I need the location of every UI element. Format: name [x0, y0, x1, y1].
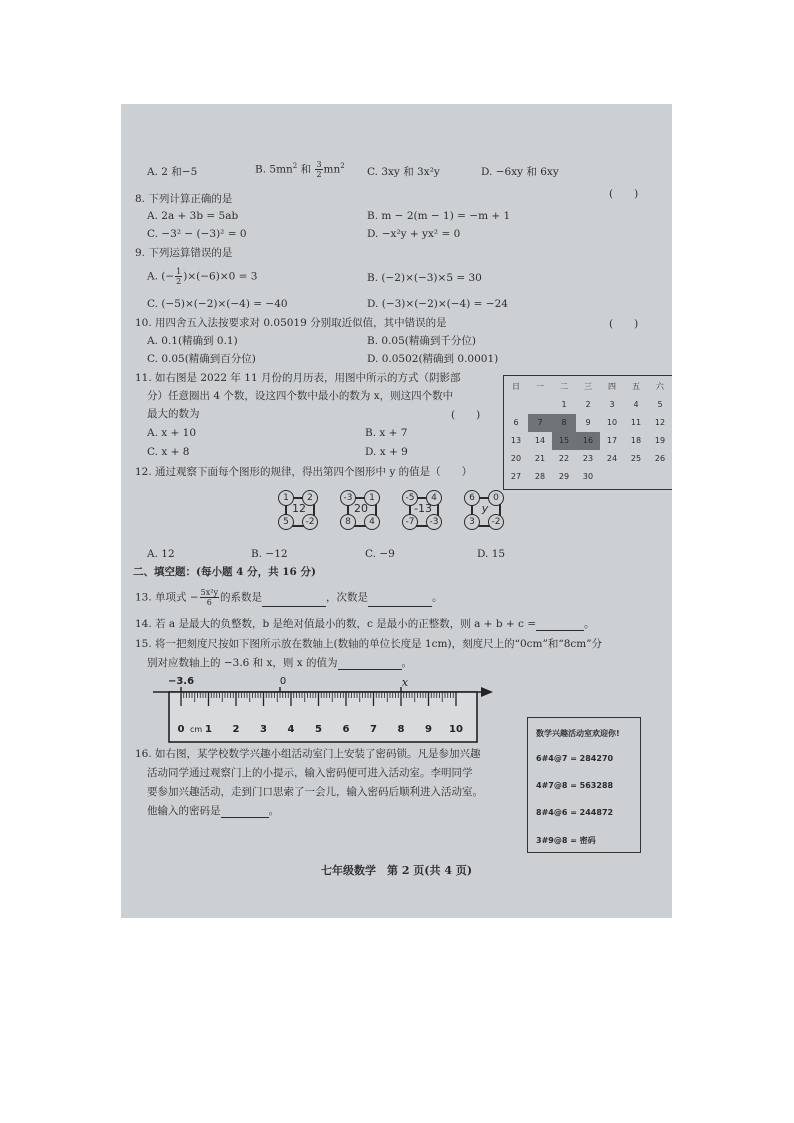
calendar-day-cell: 10: [606, 418, 618, 427]
calendar-day-cell: 26: [654, 454, 666, 463]
pattern-figure-1: [275, 487, 319, 531]
calendar-day-cell: [624, 468, 648, 486]
number-line-arrow: [481, 687, 493, 697]
q10-option-c: C. 0.05(精确到百分位): [147, 353, 256, 365]
section-fill-in-title: 二、填空题：(每小题 4 分，共 16 分): [133, 566, 316, 578]
q11-option-b: B. x + 7: [365, 427, 408, 439]
calendar-day-cell: 12: [654, 418, 666, 427]
pattern-corner-circle-br: -2: [488, 514, 504, 530]
pattern-center-value: -13: [414, 502, 432, 515]
calendar-weekday-header: 三: [584, 382, 592, 391]
q11-option-a: A. x + 10: [147, 427, 197, 439]
q15-line2: 别对应数轴上的 −3.6 和 x，则 x 的值为 。: [147, 657, 413, 669]
q16-line1: 16. 如右图，某学校数学兴趣小组活动室门上安装了密码锁。凡是参加兴趣: [135, 748, 481, 760]
number-line-label-x: x: [401, 676, 409, 689]
q12-option-a: A. 12: [147, 548, 175, 560]
pattern-corner-circle-tl: 1: [278, 490, 294, 506]
calendar-day-cell: 2: [585, 400, 591, 409]
q8-option-d: D. −x²y + yx² = 0: [367, 228, 461, 240]
q9-option-a: A. (− $\frac{1}{2}$ )×(−6)×0 = 3: [147, 267, 258, 286]
q13-blank-coefficient[interactable]: [262, 596, 326, 607]
q16-line2: 活动同学通过观察门上的小提示，输入密码便可进入活动室。李明同学: [147, 767, 473, 779]
calendar-day-cell: 29: [558, 472, 570, 481]
q11-line3: 最大的数为: [147, 408, 200, 420]
calendar-day-cell: 30: [582, 472, 594, 481]
calendar-november-2022: [503, 375, 672, 490]
calendar-day-cell: 13: [510, 436, 522, 445]
q7-option-b: B. $5mn^2$ 和 $\frac{3}{2}$ $mn^2$: [255, 160, 345, 179]
q12-option-d: D. 15: [477, 548, 506, 560]
pattern-center-value: 12: [292, 502, 306, 515]
ruler-number-label: 6: [342, 724, 350, 735]
calendar-day-cell: 8: [552, 414, 576, 432]
ruler-unit-label: cm: [190, 725, 203, 734]
pattern-corner-circle-bl: 3: [464, 514, 480, 530]
calendar-day-cell: [600, 468, 624, 486]
ruler-number-line-figure: [151, 670, 511, 746]
calendar-day-cell: 15: [552, 432, 576, 450]
q11-option-c: C. x + 8: [147, 446, 190, 458]
q14: 14. 若 a 是最大的负整数，b 是绝对值最小的数，c 是最小的正整数，则 a + b + c = 。: [135, 618, 595, 630]
q10-option-b: B. 0.05(精确到千分位): [367, 335, 476, 347]
q9-stem: 9. 下列运算错误的是: [135, 247, 233, 259]
q7-option-a: A. 2 和−5: [147, 166, 198, 178]
number-line-label-minus-3-6: −3.6: [167, 676, 195, 687]
calendar-day-cell: 19: [654, 436, 666, 445]
calendar-day-cell: 22: [558, 454, 570, 463]
pattern-figure-3: [399, 487, 443, 531]
pattern-corner-circle-tr: 4: [426, 490, 442, 506]
calendar-day-cell: 14: [534, 436, 546, 445]
q16-line3: 要参加兴趣活动，走到门口思索了一会儿，输入密码后顺利进入活动室。: [147, 786, 483, 798]
pattern-center-value: y: [481, 502, 489, 515]
ruler-number-label: 1: [205, 724, 212, 735]
calendar-day-cell: 11: [630, 418, 642, 427]
notice-line: 8#4@6 = 244872: [536, 808, 614, 817]
calendar-weekday-header: 六: [656, 382, 664, 391]
pattern-corner-circle-br: 4: [364, 514, 380, 530]
q8-option-c: C. −3² − (−3)² = 0: [147, 228, 247, 240]
q10-option-a: A. 0.1(精确到 0.1): [147, 335, 238, 347]
pattern-figure-4: [461, 487, 505, 531]
calendar-day-cell: 1: [561, 400, 567, 409]
pattern-figure-2: [337, 487, 381, 531]
q12-option-c: C. −9: [365, 548, 395, 560]
page-footer: 七年级数学 第 2 页(共 4 页): [321, 864, 473, 877]
pattern-corner-circle-tr: 1: [364, 490, 380, 506]
q11-line1: 11. 如右图是 2022 年 11 月份的月历表，用图中所示的方式（阴影部: [135, 372, 461, 384]
calendar-weekday-header: 一: [536, 382, 544, 391]
q15-line1: 15. 将一把刻度尺按如下图所示放在数轴上(数轴的单位长度是 1cm)，刻度尺上的“0cm”和“8cm”分: [135, 638, 603, 650]
password-hint-notice: [527, 717, 641, 853]
q16-blank[interactable]: [221, 807, 269, 818]
calendar-day-cell: 17: [606, 436, 618, 445]
calendar-day-cell: 3: [609, 400, 615, 409]
calendar-day-cell: [528, 396, 552, 414]
notice-line: 6#4@7 = 284270: [536, 754, 614, 763]
q15-blank[interactable]: [338, 659, 402, 670]
calendar-weekday-header: 日: [512, 382, 520, 391]
ruler-number-label: 9: [425, 724, 432, 735]
ruler-number-label: 2: [232, 724, 240, 735]
calendar-day-cell: [648, 468, 672, 486]
calendar-day-cell: 6: [513, 418, 519, 427]
q11-line2: 分）任意圈出 4 个数，设这四个数中最小的数为 x，则这四个数中: [147, 390, 454, 402]
pattern-corner-circle-br: -2: [302, 514, 318, 530]
notice-line: 3#9@8 = 密码: [536, 836, 596, 845]
q8-option-b: B. m − 2(m − 1) = −m + 1: [367, 210, 511, 222]
q9-option-c: C. (−5)×(−2)×(−4) = −40: [147, 298, 288, 310]
q10-stem: 10. 用四舍五入法按要求对 0.05019 分别取近似值，其中错误的是: [135, 317, 447, 329]
answer-paren: ( ): [609, 318, 639, 330]
q8-stem: 8. 下列计算正确的是: [135, 193, 233, 205]
calendar-day-cell: 24: [606, 454, 618, 463]
pattern-corner-circle-tl: -5: [402, 490, 418, 506]
exam-sheet: [121, 104, 672, 918]
pattern-corner-circle-tl: -3: [340, 490, 356, 506]
q7-option-d: D. −6xy 和 6xy: [481, 166, 559, 178]
q13: 13. 单项式 − $\frac{\text{5x²y}}{6}$ 的系数是 ，次数是 。: [135, 588, 443, 607]
calendar-day-cell: 20: [510, 454, 522, 463]
pattern-corner-circle-tr: 0: [488, 490, 504, 506]
q11-option-d: D. x + 9: [365, 446, 408, 458]
calendar-weekday-header: 五: [632, 382, 640, 391]
answer-paren: ( ): [451, 409, 481, 421]
ruler-number-label: 8: [397, 724, 405, 735]
pattern-corner-circle-bl: -7: [402, 514, 418, 530]
q10-option-d: D. 0.0502(精确到 0.0001): [367, 353, 499, 365]
calendar-day-cell: 9: [585, 418, 591, 427]
pattern-corner-circle-bl: 8: [340, 514, 356, 530]
ruler-number-label: 4: [287, 724, 295, 735]
q9-option-b: B. (−2)×(−3)×5 = 30: [367, 272, 482, 284]
pattern-center-value: 20: [354, 502, 368, 515]
calendar-day-cell: 23: [582, 454, 594, 463]
calendar-weekday-header: 二: [560, 382, 568, 391]
ruler-number-label: 5: [315, 724, 322, 735]
calendar-day-cell: 7: [528, 414, 552, 432]
calendar-day-cell: 28: [534, 472, 546, 481]
notice-line: 4#7@8 = 563288: [536, 781, 614, 790]
calendar-day-cell: 5: [657, 400, 663, 409]
calendar-day-cell: 25: [630, 454, 642, 463]
calendar-weekday-header: 四: [608, 382, 616, 391]
calendar-day-cell: 27: [510, 472, 522, 481]
pattern-corner-circle-tr: 2: [302, 490, 318, 506]
number-line-label-0: 0: [279, 676, 287, 687]
q12-option-b: B. −12: [251, 548, 288, 560]
calendar-day-cell: 18: [630, 436, 642, 445]
q7-option-c: C. 3xy 和 3x²y: [367, 166, 440, 178]
q14-blank[interactable]: [536, 620, 584, 631]
q13-blank-degree[interactable]: [368, 596, 432, 607]
calendar-day-cell: 4: [633, 400, 639, 409]
notice-title: 数学兴趣活动室欢迎你!: [536, 729, 620, 738]
q12-stem: 12. 通过观察下面每个图形的规律，得出第四个图形中 y 的值是（ ）: [135, 466, 473, 478]
answer-paren: ( ): [609, 188, 639, 200]
pattern-corner-circle-bl: 5: [278, 514, 294, 530]
calendar-day-cell: 16: [576, 432, 600, 450]
ruler-number-label: 3: [260, 724, 267, 735]
q8-option-a: A. 2a + 3b = 5ab: [147, 210, 239, 222]
calendar-day-cell: [504, 396, 528, 414]
ruler-number-label: 0: [177, 724, 185, 735]
calendar-day-cell: 21: [534, 454, 546, 463]
pattern-corner-circle-br: -3: [426, 514, 442, 530]
q9-option-d: D. (−3)×(−2)×(−4) = −24: [367, 298, 508, 310]
q16-line4: 他输入的密码是 。: [147, 805, 279, 817]
pattern-corner-circle-tl: 6: [464, 490, 480, 506]
ruler-number-label: 7: [370, 724, 377, 735]
ruler-number-label: 10: [449, 724, 463, 735]
